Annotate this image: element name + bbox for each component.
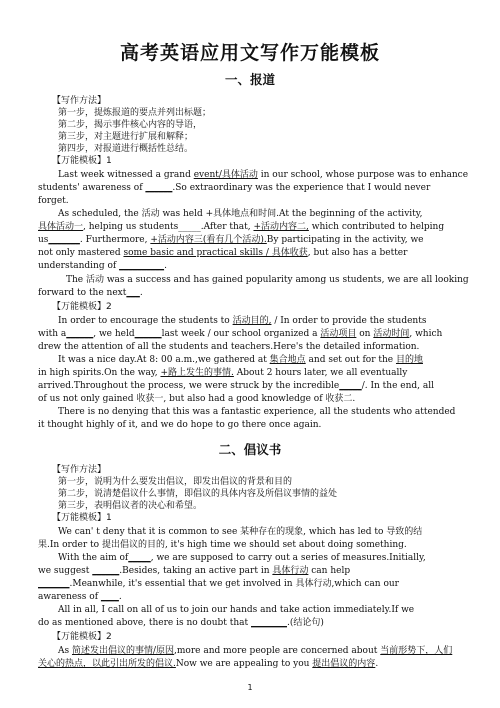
template-label: 【万能模板】2 — [52, 302, 112, 312]
template-label: 【万能模板】1 — [52, 513, 112, 523]
paragraph-line: do as mentioned above, there is no doubt that ________.(结论句) — [38, 618, 324, 628]
paragraph-line: forget. — [38, 196, 69, 206]
step-line: 第三步，表明倡议者的决心和希望。 — [58, 501, 203, 511]
paragraph-line: There is no denying that this was a fantastic experience, all the students who attended — [58, 407, 456, 417]
paragraph-line: Last week witnessed a grand event/具体活动 in our school, whose purpose was to enhance — [58, 170, 469, 180]
template-label: 【万能模板】1 — [52, 156, 112, 166]
paragraph-line: 具体活动一, helping us students_____.After that, +活动内容二, which contributed to helping — [38, 222, 445, 232]
paragraph-line: in high spirits.On the way, +路上发生的事情. About 2 hours later, we all eventually — [38, 368, 408, 378]
step-line: 第一步，提炼报道的要点并列出标题； — [58, 108, 212, 118]
paragraph-line: drew the attention of all the students and teachers.Here's the detailed information. — [38, 342, 420, 352]
paragraph-line: We can' t deny that it is common to see 某种存在的现象, which has led to 导致的结 — [58, 527, 423, 537]
step-line: 第四步，对报道进行概括性总结。 — [58, 144, 194, 154]
paragraph-line: It was a nice day.At 8: 00 a.m.,we gathered at 集合地点 and set out for the 目的地 — [58, 355, 423, 365]
step-line: 第二步，说清楚倡议什么事情，即倡议的具体内容及所倡议事情的益处 — [58, 489, 338, 499]
paragraph-line: arrived.Throughout the process, we were struck by the incredible_____/. In the end, all — [38, 381, 435, 391]
paragraph-line: us_______. Furthermore, +活动内容三(看有几个活动).By participating in the activity, we — [38, 235, 424, 245]
step-line: 第二步，揭示事件核心内容的导语， — [58, 120, 203, 130]
section-heading-proposal: 二、倡议书 — [218, 442, 282, 457]
paragraph-line: All in all, I call on all of us to join our hands and take action immediately.If we — [58, 605, 415, 615]
paragraph-line: understanding of __________. — [38, 261, 167, 271]
step-line: 第一步，说明为什么要发出倡议，即发出倡议的背景和目的 — [58, 477, 293, 487]
step-line: 第三步，对主题进行扩展和解释； — [58, 132, 194, 142]
method-label: 【写作方法】 — [52, 96, 107, 106]
paragraph-line: As scheduled, the 活动 was held +具体地点和时间.At the beginning of the activity, — [58, 209, 423, 219]
paragraph-line: forward to the next___. — [38, 288, 143, 298]
paragraph-line: students' awareness of ______.So extraordinary was the experience that I would never — [38, 183, 431, 193]
paragraph-line: it thought highly of it, and we do hope to go there once again. — [38, 420, 322, 430]
paragraph-line: With the aim of_____, we are supposed to carry out a series of measures.Initially, — [58, 553, 426, 563]
paragraph-line: In order to encourage the students to 活动目的, / In order to provide the students — [58, 316, 427, 326]
paragraph-line: The 活动 was a success and has gained popularity among us students, we are all looking — [66, 275, 469, 285]
paragraph-line: of us not only gained 收获一, but also had a good knowledge of 收获二. — [38, 394, 356, 404]
paragraph-line: awareness of ____. — [38, 592, 122, 602]
method-label: 【写作方法】 — [52, 465, 107, 475]
document-title: 高考英语应用文写作万能模板 — [119, 42, 380, 64]
paragraph-line: we suggest ______.Besides, taking an active part in 具体行动 can help — [38, 566, 351, 576]
section-heading-report: 一、报道 — [224, 72, 275, 87]
template-label: 【万能模板】2 — [52, 632, 112, 642]
paragraph-line: 关心的热点，以此引出所发的倡议.Now we are appealing to you 提出倡议的内容. — [38, 659, 379, 669]
paragraph-line: _______.Meanwhile, it's essential that we get involved in 具体行动,which can our — [38, 579, 399, 589]
page-number: 1 — [247, 683, 253, 692]
paragraph-line: 果.In order to 提出倡议的目的, it's high time we should set about doing something. — [38, 540, 407, 550]
paragraph-line: As 简述发出倡议的事情/原因,more and more people are concerned about 当前形势下，人们 — [58, 646, 453, 656]
paragraph-line: not only mastered some basic and practical skills / 具体收获, but also has a better — [38, 248, 408, 258]
paragraph-line: with a______, we held______last week / our school organized a 活动项目 on 活动时间, which — [38, 329, 443, 339]
